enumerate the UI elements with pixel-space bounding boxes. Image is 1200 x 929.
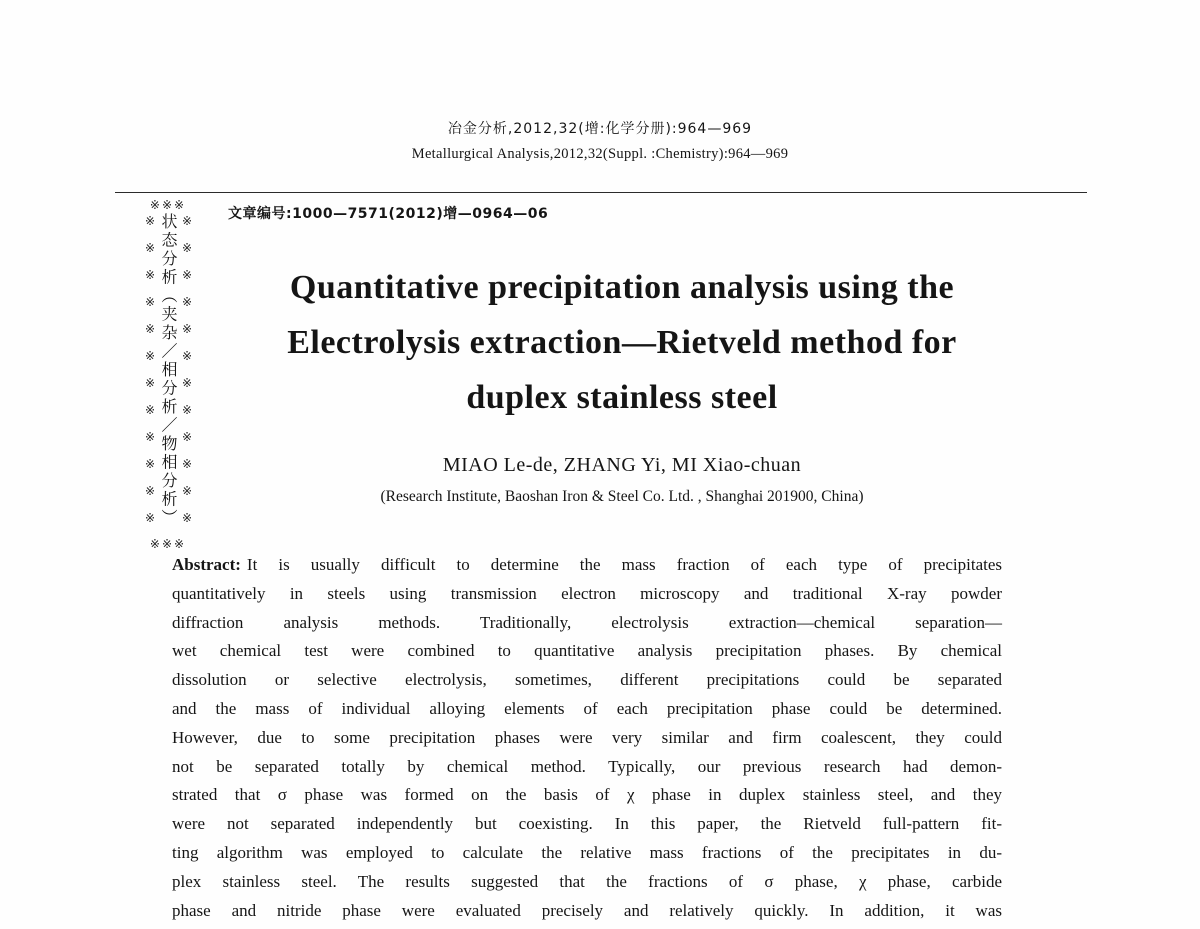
abstract-rest [172,580,1002,926]
abstract-line: phase and nitride phase were evaluated precisely and relatively quickly. In addition, it was [172,900,1002,920]
article-number: 文章编号:1000—7571(2012)增—0964—06 [228,206,549,222]
banner-ornament-top: ※※※ [149,198,187,212]
category-side-banner [136,199,200,549]
abstract-line: were not separated independently but coexisting. In this paper, the Rietveld full-pattern fit- [172,814,1002,834]
author-list: MIAO Le-de, ZHANG Yi, MI Xiao-chuan [442,454,802,476]
journal-header [0,118,1200,163]
header-divider-rule [115,192,1087,193]
abstract-line: not be separated totally by chemical method. Typically, our previous research had demon- [172,756,1002,776]
author-affiliation: (Research Institute, Baoshan Iron & Steel Co. Ltd. , Shanghai 201900, China) [380,488,864,505]
abstract-line [172,551,1002,580]
abstract-line: and the mass of individual alloying elements of each precipitation phase could be determined. [172,698,1002,718]
abstract-line: quantitatively in steels using transmission electron microscopy and traditional X-ray powder [172,583,1002,603]
abstract-section [172,551,1002,925]
abstract-line: wet chemical test were combined to quantitative analysis precipitation phases. By chemical [172,641,1002,661]
abstract-line: strated that σ phase was formed on the basis of χ phase in duplex stainless steel, and they [172,785,1002,805]
banner-ornament-left: ※※※※※※※※※※※※ [143,214,157,538]
category-vertical-label: 状态分析（夹杂／相分析／物相分析） [159,213,178,528]
journal-citation-english: Metallurgical Analysis,2012,32(Suppl. :Chemistry):964—969 [411,146,789,162]
banner-body [142,211,194,538]
banner-ornament-bottom: ※※※ [149,537,187,551]
paper-title-line-1: Quantitative precipitation analysis using the [289,269,955,306]
abstract-label: Abstract: [172,555,241,574]
title-block [232,260,1012,508]
abstract-line: ting algorithm was employed to calculate the relative mass fractions of the precipitates in du- [172,842,1002,862]
banner-ornament-right: ※※※※※※※※※※※※ [180,214,194,538]
paper-title-line-2: Electrolysis extraction—Rietveld method for [287,324,957,361]
abstract-line: diffraction analysis methods. Traditionally, electrolysis extraction—chemical separation— [172,612,1002,632]
abstract-first-line-text: It is usually difficult to determine the mass fraction of each type of precipitates [246,555,1002,574]
abstract-line: dissolution or selective electrolysis, sometimes, different precipitations could be separated [172,670,1002,690]
journal-citation-chinese: 冶金分析,2012,32(增:化学分册):964—969 [447,121,753,137]
paper-title-line-3: duplex stainless steel [466,379,778,416]
abstract-line: plex stainless steel. The results suggested that the fractions of σ phase, χ phase, carbide [172,871,1002,891]
abstract-line: However, due to some precipitation phases were very similar and firm coalescent, they could [172,727,1002,747]
